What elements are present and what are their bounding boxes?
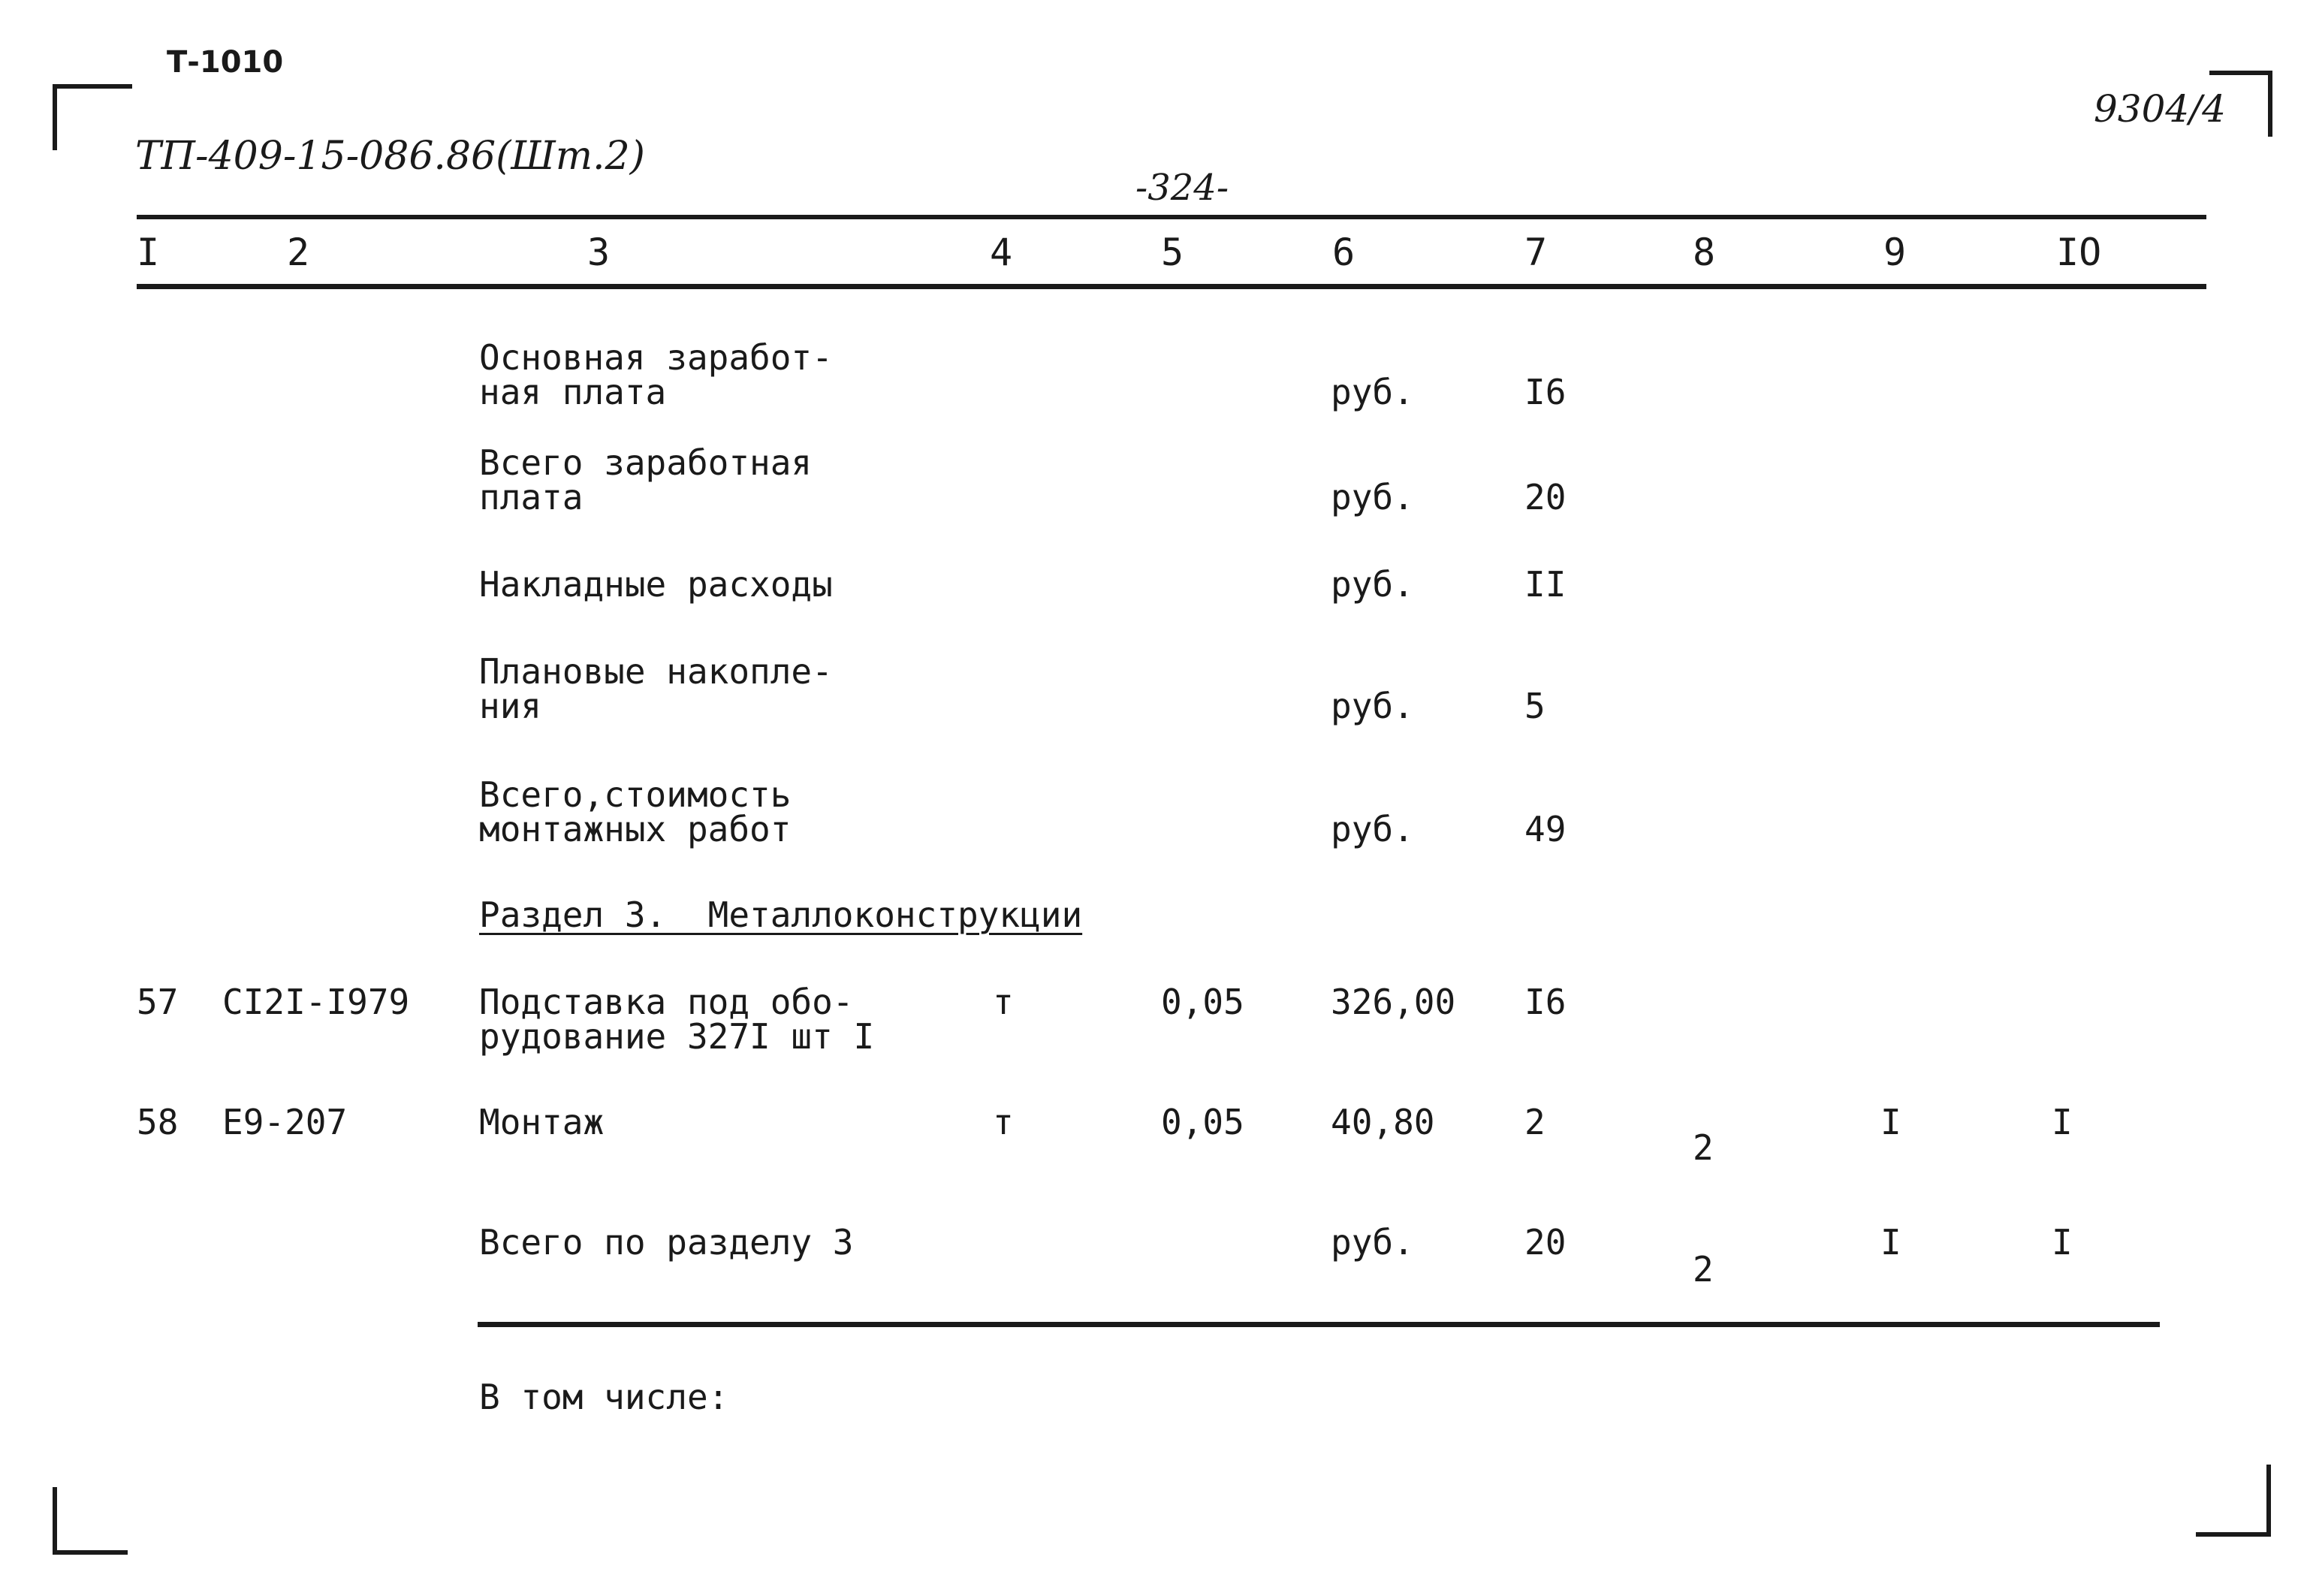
column-header-5: 5 [1161, 231, 1184, 274]
row-amount: 49 [1524, 809, 1567, 849]
project-code: ТП-409-15-086.86(Шт.2) [135, 134, 645, 179]
column-header-3: 3 [587, 231, 611, 274]
section-title: Раздел 3. Металлоконструкции [479, 895, 1083, 935]
item-total: 2 [1524, 1102, 1546, 1142]
row-description: ная плата [479, 372, 667, 412]
item-description: Подставка под обо- [479, 982, 854, 1022]
row-amount: II [1524, 564, 1567, 605]
item-col8: 2 [1693, 1127, 1714, 1168]
item-code: CI2I-I979 [222, 982, 410, 1022]
corner-mark-top-right-v [2268, 71, 2272, 137]
corner-mark-bottom-left-h [53, 1550, 128, 1555]
sheet-reference: 9304/4 [2094, 87, 2226, 131]
row-amount: 5 [1524, 686, 1546, 726]
corner-mark-bottom-right-v [2266, 1465, 2271, 1536]
item-quantity: 0,05 [1161, 1102, 1244, 1142]
section-total-col10: I [2052, 1222, 2073, 1263]
item-total: I6 [1524, 982, 1567, 1022]
column-header-9: 9 [1883, 231, 1907, 274]
row-description: плата [479, 477, 584, 517]
row-amount: I6 [1524, 372, 1567, 412]
section-total-col8: 2 [1693, 1249, 1714, 1290]
section-total-amount: 20 [1524, 1222, 1567, 1263]
row-amount: 20 [1524, 477, 1567, 517]
column-header-7: 7 [1524, 231, 1548, 274]
page-number: -324- [1135, 167, 1229, 209]
row-description: Плановые накопле- [479, 651, 833, 692]
item-quantity: 0,05 [1161, 982, 1244, 1022]
section-total-unit: руб. [1331, 1222, 1414, 1263]
row-unit: руб. [1331, 686, 1414, 726]
item-col10: I [2052, 1102, 2073, 1142]
section-total-rule [478, 1322, 2160, 1327]
item-description: Монтаж [479, 1102, 605, 1142]
item-description: рудование 327I шт I [479, 1016, 875, 1057]
column-header-2: 2 [287, 231, 310, 274]
doc-code: Т-1010 [167, 45, 284, 80]
column-header-10: IO [2056, 231, 2102, 274]
column-header-6: 6 [1332, 231, 1356, 274]
row-unit: руб. [1331, 809, 1414, 849]
item-unit: т [993, 982, 1014, 1022]
item-col9: I [1880, 1102, 1901, 1142]
row-description: Всего,стоимость [479, 774, 792, 815]
row-unit: руб. [1331, 477, 1414, 517]
corner-mark-top-right-h [2209, 71, 2272, 75]
item-price: 326,00 [1331, 982, 1456, 1022]
corner-mark-top-left-h [53, 84, 132, 89]
footer-note: В том числе: [479, 1377, 729, 1417]
item-number: 58 [137, 1102, 179, 1142]
row-description: Всего заработная [479, 442, 813, 483]
item-unit: т [993, 1102, 1014, 1142]
row-unit: руб. [1331, 372, 1414, 412]
row-description: монтажных работ [479, 809, 792, 849]
section-total-label: Всего по разделу 3 [479, 1222, 854, 1263]
item-code: Е9-207 [222, 1102, 348, 1142]
corner-mark-bottom-right-h [2196, 1532, 2271, 1537]
header-bottom-rule [137, 284, 2206, 289]
row-description: Накладные расходы [479, 564, 833, 605]
item-price: 40,80 [1331, 1102, 1435, 1142]
section-total-col9: I [1880, 1222, 1901, 1263]
corner-mark-top-left-v [53, 84, 57, 150]
column-header-1: I [137, 231, 160, 274]
row-unit: руб. [1331, 564, 1414, 605]
item-number: 57 [137, 982, 179, 1022]
row-description: ния [479, 686, 542, 726]
corner-mark-bottom-left-v [53, 1487, 57, 1555]
column-header-8: 8 [1693, 231, 1716, 274]
row-description: Основная заработ- [479, 337, 833, 378]
header-top-rule [137, 215, 2206, 219]
column-header-4: 4 [990, 231, 1013, 274]
